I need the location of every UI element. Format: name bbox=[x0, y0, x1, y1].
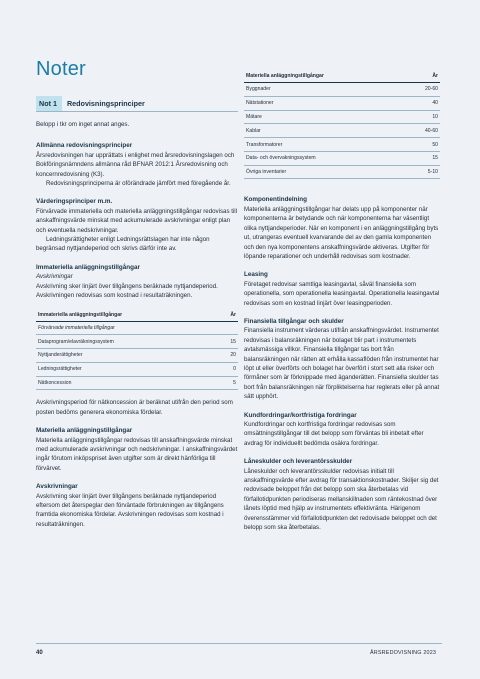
table-row bbox=[244, 96, 440, 110]
section-heading: Avskrivningar bbox=[36, 483, 78, 491]
table-cell: Nätstationer bbox=[244, 96, 406, 110]
paragraph: Förvärvade immateriella och materiella anläggningstillgångar redovisas till anskaffningsvärde minskat med ackumulerade avskrivningar enligt plan och eventuella nedskrivningar. bbox=[36, 207, 238, 234]
paragraph: Redovisningsprinciperna är oförändrade jämfört med föregående år. bbox=[46, 180, 231, 188]
table-row bbox=[244, 165, 440, 179]
table-cell: 50 bbox=[406, 138, 440, 152]
table-cell: Mätare bbox=[244, 110, 406, 124]
table-header-row bbox=[244, 70, 440, 83]
paragraph: Företaget redovisar samtliga leasingavtal, såväl finansiella som operationella, som operationella leasingavtal. Operationella leasingavtal redovisas som en kostnad linjärt över leasingperioden. bbox=[244, 280, 440, 307]
paragraph: Ledningsrättigheter enligt Ledningsrättslagen har inte någon begränsad nyttjandeperiod och skrivs därför inte av. bbox=[36, 236, 210, 253]
table-cell: Övriga inventarier bbox=[244, 165, 406, 179]
note-header bbox=[36, 96, 238, 111]
subsection-heading: Avskrivningar bbox=[36, 273, 73, 281]
table-cell: Data- och övervakningssystem bbox=[244, 151, 406, 165]
table-cell: Byggnader bbox=[244, 83, 406, 97]
table-header-row bbox=[36, 309, 238, 322]
table-cell: 20-60 bbox=[406, 83, 440, 97]
intangible-assets-table bbox=[36, 309, 238, 391]
paragraph: Avskrivningsperiod för nätkoncession är beräknat utifrån den period som posten bedöms generera ekonomiska fördelar. bbox=[36, 399, 233, 416]
table-cell: 20 bbox=[218, 349, 238, 363]
paragraph: Avskrivning sker linjärt över tillgångens beräknade nyttjandeperiod. Avskrivningen redovisas som kostnad i resultaträkningen. bbox=[36, 282, 218, 300]
page-title: Noter bbox=[36, 58, 86, 80]
table-row bbox=[244, 124, 440, 138]
table-subheading: Förvärvade immateriella tillgångar bbox=[36, 321, 238, 335]
table-cell: 15 bbox=[406, 151, 440, 165]
table-cell: Ledningsrättigheter bbox=[36, 362, 218, 376]
paragraph: Årsredovisningen har upprättats i enlighet med årsredovisningslagen och Bokföringsnämndens allmänna råd BFNAR 2012:1 Årsredovisning och koncernredovisning (K3). bbox=[36, 151, 235, 178]
table-cell: Dataprogram/elavräkningssystem bbox=[36, 335, 218, 349]
note-label: Redovisningsprinciper bbox=[66, 99, 145, 108]
left-column bbox=[36, 58, 238, 529]
paragraph: Låneskulder och leverantörsskulder redovisas initialt till anskaffningsvärde efter avdrag för transaktionskostnader. Skiljer sig det redovisade beloppet från det belopp som ska återbetalas vid förfallotidpunkten periodiseras mellanskillnaden som räntekostnad över lånets löptid med hjälp av instrumentets effektivränta. Härigenom överensstämmer vid förfallotidpunkten det redovisade beloppet och det belopp som ska återbetalas. bbox=[244, 467, 439, 532]
table-cell: Transformatorer bbox=[244, 138, 406, 152]
tangible-assets-table bbox=[244, 70, 440, 179]
note-divider bbox=[36, 111, 238, 112]
section-heading: Leasing bbox=[244, 271, 268, 279]
column-header: År bbox=[406, 70, 440, 83]
table-row bbox=[36, 335, 238, 349]
table-cell: 15 bbox=[218, 335, 238, 349]
table-row bbox=[244, 151, 440, 165]
section-heading: Värderingsprinciper m.m. bbox=[36, 198, 113, 206]
table-cell: Nätkoncession bbox=[36, 376, 218, 390]
table-row bbox=[36, 362, 238, 376]
paragraph: Kundfordringar och kortfristiga fordringar redovisas som omsättningstillgångar till det belopp som förväntas bli inbetalt efter avdrag för individuellt bedömda osäkra fordringar. bbox=[244, 421, 424, 447]
column-header: Immateriella anläggningstillgångar bbox=[36, 309, 218, 322]
table-row bbox=[244, 138, 440, 152]
table-row bbox=[244, 110, 440, 124]
table-cell: 5 bbox=[218, 376, 238, 390]
section-heading: Materiella anläggningstillgångar bbox=[36, 427, 133, 435]
table-cell: Nyttjanderättigheter bbox=[36, 349, 218, 363]
footer-divider bbox=[36, 643, 442, 644]
column-header: År bbox=[218, 309, 238, 322]
column-header: Materiella anläggningstillgångar bbox=[244, 70, 406, 83]
section-heading: Immateriella anläggningstillgångar bbox=[36, 263, 140, 271]
intro-text: Belopp i tkr om inget annat anges. bbox=[36, 121, 130, 128]
document-title: ÅRSREDOVISNING 2023 bbox=[370, 650, 437, 656]
section-heading: Allmänna redovisningsprinciper bbox=[36, 142, 133, 150]
section-heading: Låneskulder och leverantörsskulder bbox=[244, 458, 353, 466]
section-heading: Komponentindelning bbox=[244, 196, 307, 204]
table-cell: Kablar bbox=[244, 124, 406, 138]
section-heading: Finansiella tillgångar och skulder bbox=[244, 317, 344, 325]
right-column bbox=[244, 70, 440, 532]
table-cell: 10 bbox=[406, 110, 440, 124]
page-number: 40 bbox=[36, 650, 43, 656]
paragraph: Materiella anläggningstillgångar har delats upp på komponenter när komponenterna är betydande och när komponenterna har väsentligt olika nyttjandeperioder. När en komponent i en anläggningstillgång byts ut, utrangeras eventuell kvarvarande del av den gamla komponenten och den nya komponentens anskaffningsvärde aktiveras. Utgifter för löpande reparationer och underhåll redovisas som kostnader. bbox=[244, 205, 439, 260]
table-cell: 40-60 bbox=[406, 124, 440, 138]
table-row bbox=[244, 83, 440, 97]
paragraph: Materiella anläggningstillgångar redovisas till anskaffningsvärde minskat med ackumulerade avskrivningar och nedskrivningar. I anskaffningsvärdet ingår förutom inköpspriset även utgifter som är direkt hänförliga till förvärvet. bbox=[36, 436, 238, 472]
table-row bbox=[36, 349, 238, 363]
paragraph: Avskrivning sker linjärt över tillgångens beräknade nyttjandeperiod eftersom det återspeglar den förväntade förbrukningen av tillgångens framtida ekonomiska fördelar. Avskrivningen redovisas som kostnad i resultaträkningen. bbox=[36, 492, 224, 528]
note-number: Not 1 bbox=[36, 96, 62, 111]
table-cell: 40 bbox=[406, 96, 440, 110]
section-heading: Kundfordringar/kortfristiga fordringar bbox=[244, 411, 357, 419]
table-cell: 0 bbox=[218, 362, 238, 376]
table-row bbox=[36, 376, 238, 390]
table-row bbox=[36, 321, 238, 335]
table-cell: 5-10 bbox=[406, 165, 440, 179]
paragraph: Finansiella instrument värderas utifrån anskaffningsvärdet. Instrumentet redovisas i balansräkningen när bolaget blir part i instrumentets avtalsmässiga villkor. Finansiella tillgångar tas bort från balansräkningen när rätten att erhålla kassaflöden från instrumentet har löpt ut eller överförts och bolaget har överfört i stort sett alla risker och förmåner som är förknippade med äganderätten. Finansiella skulder tas bort från balansräkningen när förpliktelserna har reglerats eller på annat sätt upphört. bbox=[244, 327, 440, 401]
